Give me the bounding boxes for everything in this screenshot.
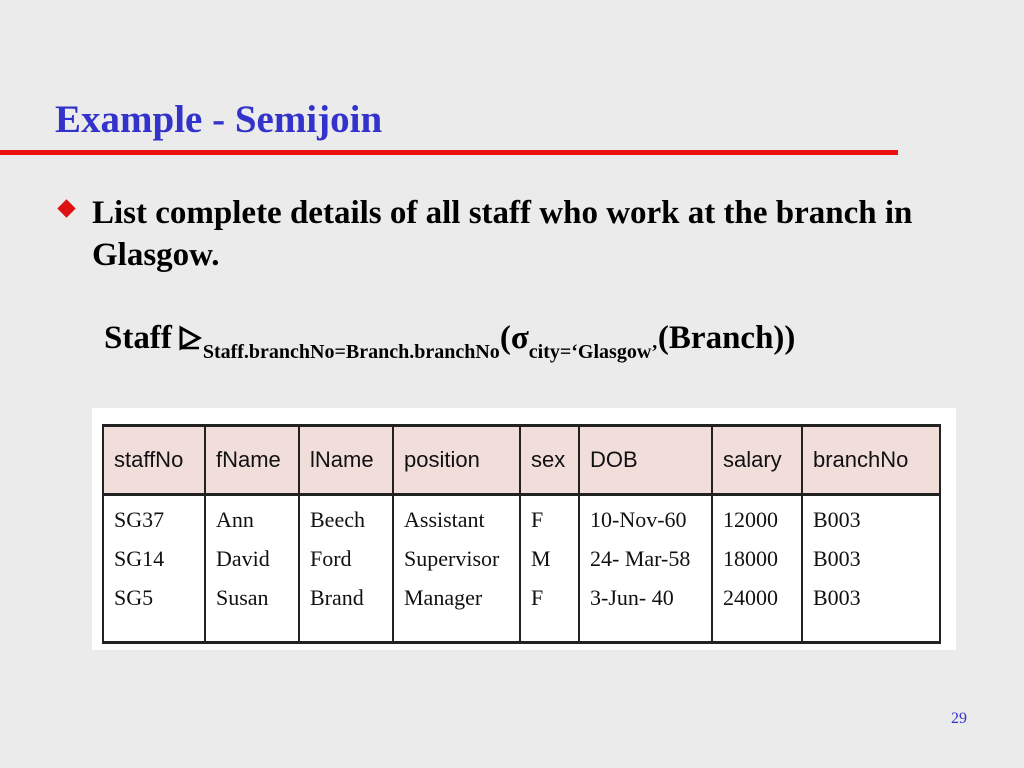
table-cell: 24- Mar-58 [590,546,691,571]
formula-join-condition: Staff.branchNo=Branch.branchNo [202,341,500,363]
page-number: 29 [951,710,967,727]
staff-result-table [102,424,941,644]
table-cell: Brand [310,585,364,610]
column-position [393,495,520,643]
table-cell: 24000 [723,585,778,610]
table-cell: 3-Jun- 40 [590,585,674,610]
formula-open-paren: ( [499,320,511,356]
table-cell: 12000 [723,507,778,532]
column-header-branchno: branchNo [802,426,940,495]
table-header-row [103,426,940,495]
column-header-position: position [393,426,520,495]
table-body-row [103,495,940,643]
column-sex [520,495,579,643]
column-header-dob: DOB [579,426,712,495]
column-header-lname: lName [299,426,393,495]
relational-algebra-expression [104,320,796,363]
table-cell: Supervisor [404,546,500,571]
column-fname [205,495,299,643]
table-cell: F [531,585,544,610]
table-cell: SG5 [114,585,154,610]
table-cell: Manager [404,585,483,610]
column-dob [579,495,712,643]
table-cell: Susan [216,585,269,610]
table-cell: F [531,507,544,532]
column-header-fname: fName [205,426,299,495]
column-staffno [103,495,205,643]
column-header-staffno: staffNo [103,426,205,495]
title-divider [0,150,898,155]
staff-result-table-panel [92,408,956,650]
table-cell: Ann [216,507,254,532]
table-cell: B003 [813,585,861,610]
formula-inner-relation: (Branch)) [657,320,796,356]
formula-sigma: σ [510,320,529,356]
table-cell: Ford [310,546,352,571]
column-salary [712,495,802,643]
table-cell: M [531,546,551,571]
table-cell: David [216,546,270,571]
formula-selection-condition: city=‘Glasgow’ [528,341,658,363]
table-cell: 10-Nov-60 [590,507,687,532]
table-cell: 18000 [723,546,778,571]
table-cell: B003 [813,546,861,571]
semijoin-icon [178,325,202,351]
column-header-salary: salary [712,426,802,495]
bullet-text: List complete details of all staff who work at the branch in Glasgow. [92,195,913,273]
column-header-sex: sex [520,426,579,495]
table-cell: SG37 [114,507,165,532]
slide-title: Example - Semijoin [55,98,383,141]
table-cell: B003 [813,507,861,532]
diamond-bullet-icon [57,199,75,217]
formula-left-relation: Staff [104,320,172,356]
column-branchno [802,495,940,643]
table-cell: Beech [310,507,365,532]
table-cell: SG14 [114,546,165,571]
table-cell: Assistant [404,507,485,532]
column-lname [299,495,393,643]
